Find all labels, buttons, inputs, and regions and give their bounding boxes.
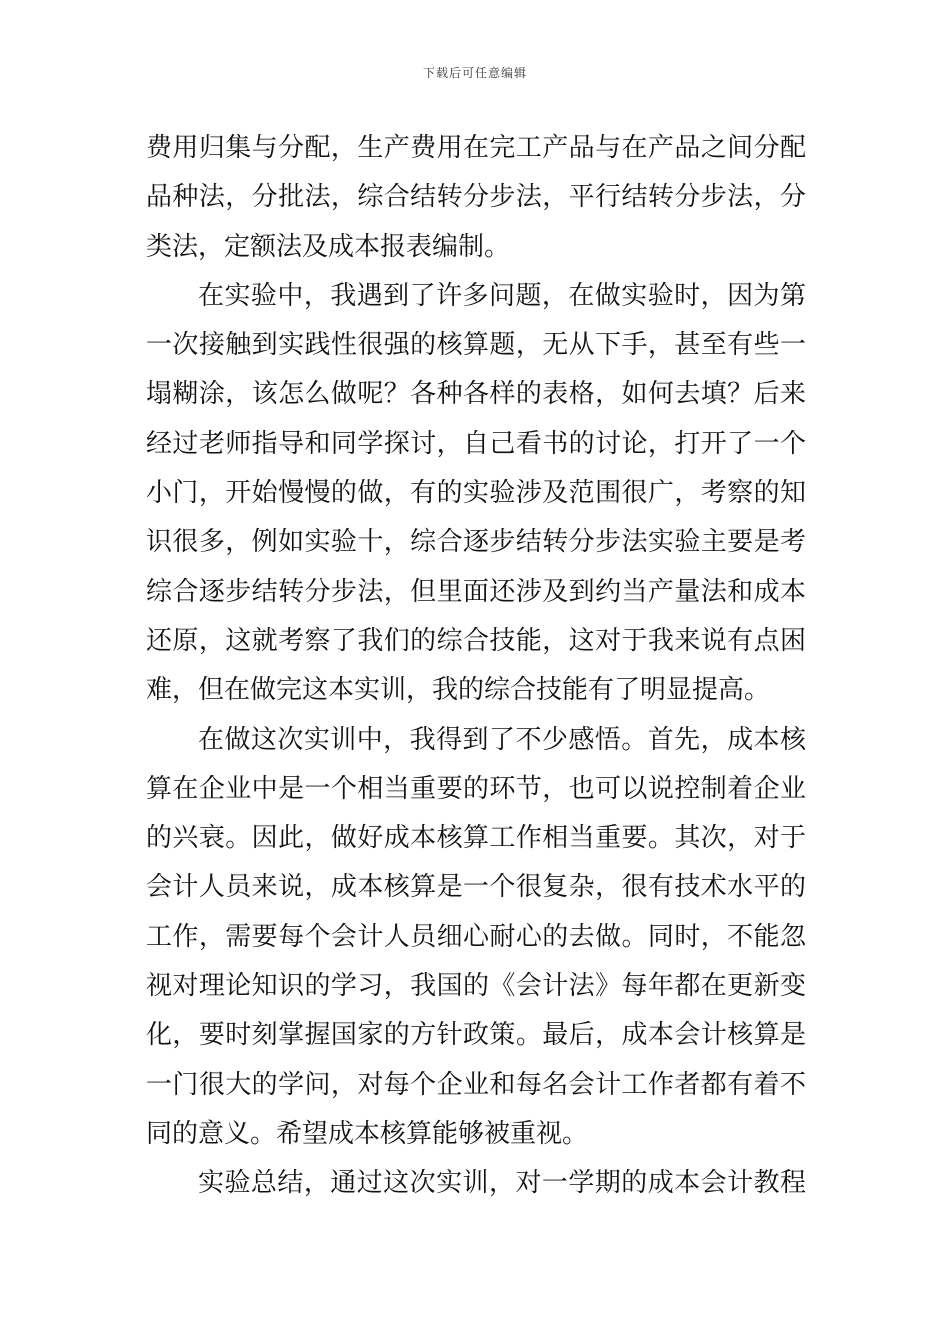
text-line: 工作，需要每个会计人员细心耐心的去做。同时，不能忽 [146, 921, 806, 952]
text-line: 识很多，例如实验十，综合逐步结转分步法实验主要是考 [146, 527, 806, 558]
text-line: 在实验中，我遇到了许多问题，在做实验时，因为第 [198, 280, 806, 311]
text-line: 化，要时刻掌握国家的方针政策。最后，成本会计核算是 [146, 1020, 806, 1051]
text-line: 经过老师指导和同学探讨，自己看书的讨论，打开了一个 [146, 428, 806, 459]
text-line: 小门，开始慢慢的做，有的实验涉及范围很广，考察的知 [146, 478, 806, 509]
text-line: 品种法，分批法，综合结转分步法，平行结转分步法，分 [146, 182, 806, 213]
text-line: 类法，定额法及成本报表编制。 [146, 231, 511, 262]
text-line: 塌糊涂，该怎么做呢？各种各样的表格，如何去填？后来 [146, 379, 806, 410]
text-line: 实验总结，通过这次实训，对一学期的成本会计教程 [198, 1168, 806, 1199]
text-line: 费用归集与分配，生产费用在完工产品与在产品之间分配 [146, 133, 806, 163]
text-line: 一门很大的学问，对每个企业和每名会计工作者都有着不 [146, 1069, 806, 1100]
text-line: 视对理论知识的学习，我国的《会计法》每年都在更新变 [146, 971, 806, 1002]
text-line: 在做这次实训中，我得到了不少感悟。首先，成本核 [198, 724, 806, 755]
page-header: 下载后可任意编辑 [422, 66, 527, 80]
text-line: 一次接触到实践性很强的核算题，无从下手，甚至有些一 [146, 330, 806, 361]
text-line: 算在企业中是一个相当重要的环节，也可以说控制着企业 [146, 773, 806, 804]
text-line: 还原，这就考察了我们的综合技能，这对于我来说有点困 [146, 625, 806, 656]
document-body [146, 124, 806, 1209]
text-line: 的兴衰。因此，做好成本核算工作相当重要。其次，对于 [146, 823, 806, 854]
text-line: 会计人员来说，成本核算是一个很复杂，很有技术水平的 [146, 872, 806, 903]
text-line: 难，但在做完这本实训，我的综合技能有了明显提高。 [146, 675, 771, 706]
text-line: 同的意义。希望成本核算能够被重视。 [146, 1118, 589, 1149]
text-line: 综合逐步结转分步法，但里面还涉及到约当产量法和成本 [146, 576, 806, 607]
